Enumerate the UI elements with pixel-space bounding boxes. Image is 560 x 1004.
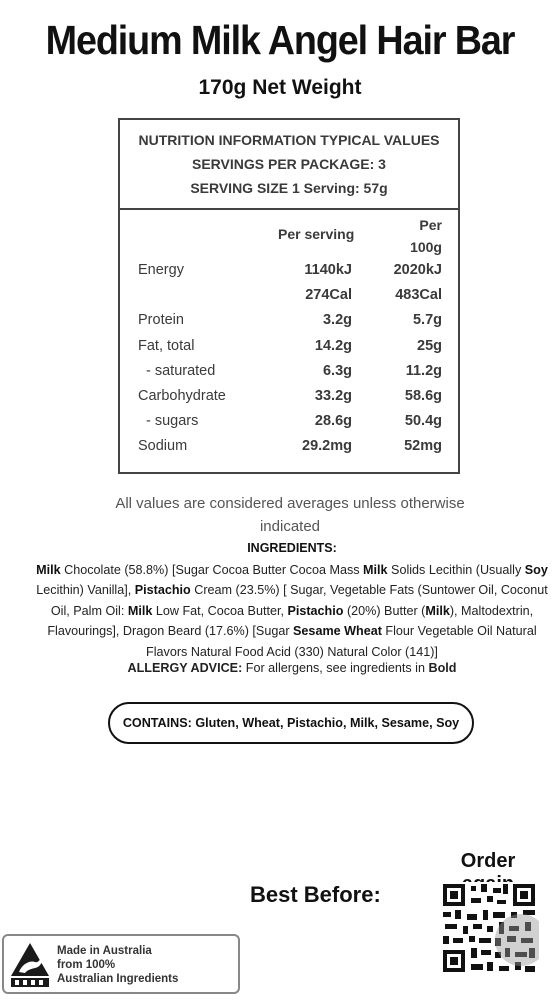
nutrient-label: Carbohydrate <box>138 387 226 404</box>
best-before-label: Best Before: <box>250 882 381 907</box>
allergen-ingredient: Milk <box>425 603 450 618</box>
allergen-ingredient: Milk <box>127 603 153 618</box>
per-100g-value: 5.7g <box>412 312 442 329</box>
nutrient-label: Energy <box>138 262 184 278</box>
per-100g-value: 11.2g <box>405 362 442 379</box>
nutrition-row-fat <box>120 336 458 361</box>
column-per-serving: Per serving <box>278 226 355 242</box>
serving-size: SERVING SIZE 1 Serving: 57g <box>190 180 388 196</box>
australian-made-kangaroo-icon <box>10 942 50 988</box>
per-serving-value: 28.6g <box>314 413 352 430</box>
per-100g-value: 52mg <box>404 438 442 455</box>
nutrition-header-title: NUTRITION INFORMATION TYPICAL VALUES <box>138 132 440 148</box>
allergy-label: ALLERGY ADVICE: <box>127 661 243 675</box>
column-per-100g-line1: Per <box>419 217 442 233</box>
nutrition-rows <box>120 260 458 462</box>
per-serving-value: 274Cal <box>305 287 352 304</box>
per-serving-value: 14.2g <box>314 337 352 354</box>
ingredient-text: Lecithin) Vanilla], <box>36 583 135 598</box>
allergy-advice <box>0 661 560 675</box>
nutrient-label: - sugars <box>146 413 199 430</box>
nutrition-header <box>120 120 458 210</box>
per-100g-value: 58.6g <box>404 387 442 404</box>
column-per-100g <box>410 214 442 258</box>
nutrient-label: Fat, total <box>138 337 195 354</box>
servings-per-package: SERVINGS PER PACKAGE: 3 <box>192 156 386 172</box>
qr-code-icon[interactable] <box>441 882 539 976</box>
ingredients-text <box>32 560 552 662</box>
ingredient-text: Low Fat, Cocoa Butter, <box>152 603 288 618</box>
nutrition-column-headers <box>120 212 458 258</box>
nutrient-label: Sodium <box>138 438 188 455</box>
badge-line1: Made in Australia <box>57 945 152 957</box>
nutrition-row-energy-cal <box>120 285 458 310</box>
nutrient-label: Protein <box>138 312 184 329</box>
per-100g-value: 50.4g <box>404 413 442 430</box>
nutrient-label: - saturated <box>146 362 216 379</box>
allergy-bold-word: Bold <box>428 661 457 675</box>
contains-allergens-box: CONTAINS: Gluten, Wheat, Pistachio, Milk, Sesame, Soy <box>108 702 474 744</box>
allergy-text: For allergens, see ingredients in <box>242 661 429 675</box>
nutrition-row-sugars <box>120 411 458 436</box>
product-title: Medium Milk Angel Hair Bar <box>45 17 515 63</box>
ingredient-text: (20%) Butter ( <box>343 603 426 618</box>
allergen-ingredient: Pistachio <box>134 583 191 598</box>
per-serving-value: 29.2mg <box>302 438 352 455</box>
per-100g-value: 25g <box>417 337 442 354</box>
badge-line2: from 100% <box>57 959 116 971</box>
per-100g-value: 483Cal <box>395 287 442 304</box>
nutrition-row-saturated <box>120 361 458 386</box>
ingredient-text: ), Maltodextrin, Flavourings], Dragon Beard (17.6%) [Sugar <box>47 603 534 639</box>
nutrition-row-energy-kj <box>120 260 458 285</box>
column-per-100g-line2: 100g <box>410 239 442 255</box>
per-serving-value: 33.2g <box>314 387 352 404</box>
ingredient-text: Solids Lecithin (Usually <box>387 563 525 577</box>
per-100g-value: 2020kJ <box>393 262 442 278</box>
allergen-ingredient: Milk <box>363 563 388 577</box>
allergen-ingredient: Milk <box>36 563 61 577</box>
nutrition-row-protein <box>120 310 458 335</box>
allergen-ingredient: Sesame Wheat <box>293 624 382 639</box>
per-serving-value: 3.2g <box>322 312 352 329</box>
ingredient-text: Flour Vegetable Oil Natural Flavors Natural Food Acid (330) Natural Color (141)] <box>146 624 537 659</box>
per-serving-value: 1140kJ <box>304 262 352 278</box>
nutrition-row-carbohydrate <box>120 386 458 411</box>
made-in-australia-badge <box>2 934 240 994</box>
badge-text <box>57 944 178 986</box>
net-weight: 170g Net Weight <box>198 76 362 99</box>
nutrition-row-sodium <box>120 436 458 461</box>
badge-line3: Australian Ingredients <box>57 973 179 985</box>
per-serving-value: 6.3g <box>322 362 352 379</box>
allergen-ingredient: Pistachio <box>287 603 344 618</box>
nutrition-panel <box>118 118 460 474</box>
ingredient-text: Cream (23.5%) [ Sugar, Vegetable Fats (Suntower Oil, Coconut Oil, Palm Oil: <box>50 583 548 618</box>
ingredients-title: INGREDIENTS: <box>247 541 337 555</box>
order-again-label: Order <box>460 850 516 872</box>
ingredient-text: Chocolate (58.8%) [Sugar Cocoa Butter Cocoa Mass <box>60 563 364 577</box>
averages-note: All values are considered averages unless otherwise indicated <box>115 495 465 535</box>
allergen-ingredient: Soy <box>524 563 548 577</box>
